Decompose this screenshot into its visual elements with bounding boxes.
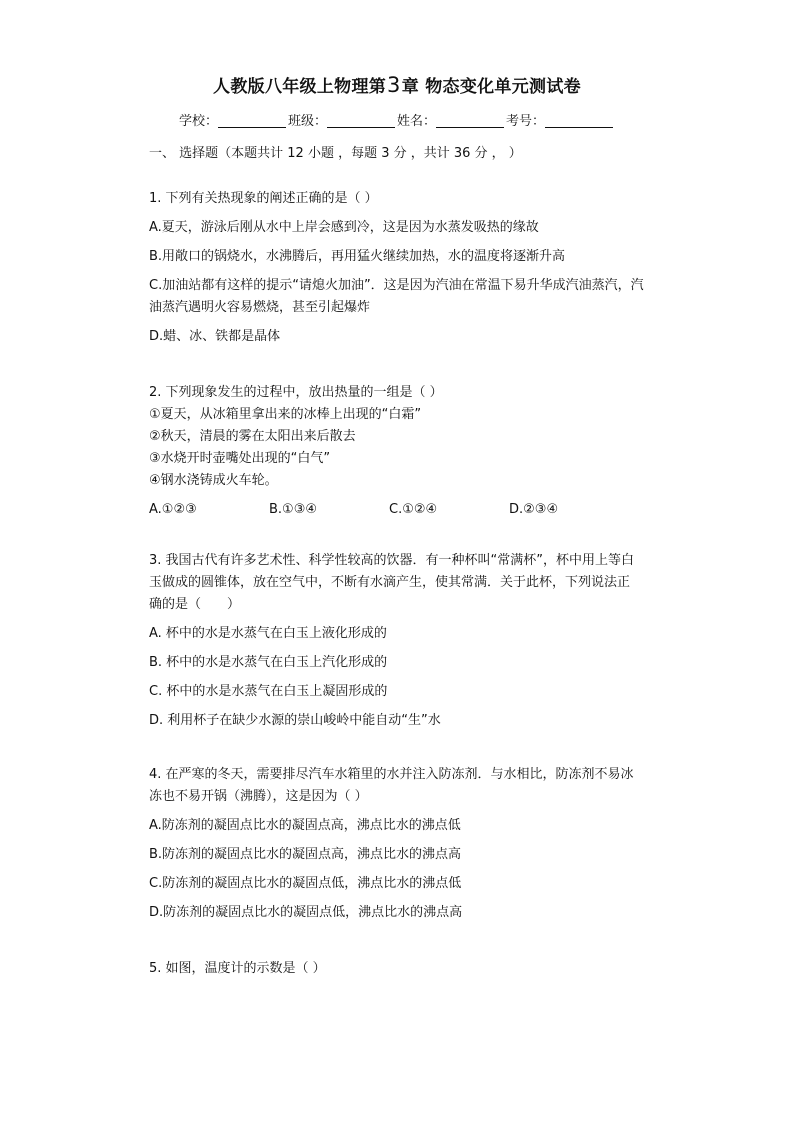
question-2-stem: 2. 下列现象发生的过程中，放出热量的一组是（ ） <box>149 385 443 400</box>
title-suffix: 章 物态变化单元测试卷 <box>401 77 581 97</box>
question-1-stem: 1. 下列有关热现象的阐述正确的是（ ） <box>149 191 378 206</box>
question-3-option-a: A. 杯中的水是水蒸气在白玉上液化形成的 <box>149 626 387 641</box>
question-2-options <box>149 499 689 521</box>
question-3-option-c: C. 杯中的水是水蒸气在白玉上凝固形成的 <box>149 684 388 699</box>
question-2-item-2: ②秋天，清晨的雾在太阳出来后散去 <box>149 429 356 444</box>
title-prefix: 人教版八年级上物理第 <box>213 77 387 97</box>
page-title <box>0 72 794 97</box>
question-1-option-c-line1: C.加油站都有这样的提示“请熄火加油”．这是因为汽油在常温下易升华成汽油蒸汽，汽 <box>149 278 644 293</box>
name-blank[interactable] <box>436 113 504 128</box>
question-4 <box>149 764 689 924</box>
question-1-option-a: A.夏天，游泳后刚从水中上岸会感到冷，这是因为水蒸发吸热的缘故 <box>149 220 539 235</box>
school-label: 学校： <box>178 114 218 129</box>
question-1-option-b: B.用敞口的锅烧水，水沸腾后，再用猛火继续加热，水的温度将逐渐升高 <box>149 249 566 264</box>
question-3 <box>149 550 689 732</box>
school-blank[interactable] <box>218 113 286 128</box>
question-2 <box>149 382 689 521</box>
class-label: 班级： <box>287 114 327 129</box>
question-3-option-d: D. 利用杯子在缺少水源的崇山峻岭中能自动“生”水 <box>149 713 441 728</box>
question-4-stem-line1: 4. 在严寒的冬天，需要排尽汽车水箱里的水并注入防冻剂．与水相比，防冻剂不易冰 <box>149 767 634 782</box>
question-4-option-c: C.防冻剂的凝固点比水的凝固点低，沸点比水的沸点低 <box>149 876 462 891</box>
question-3-stem-line3: 确的是（ ） <box>149 597 241 612</box>
question-3-option-b: B. 杯中的水是水蒸气在白玉上汽化形成的 <box>149 655 388 670</box>
question-5-stem: 5. 如图，温度计的示数是（ ） <box>149 961 326 976</box>
question-2-option-b: B.①③④ <box>269 502 318 517</box>
question-4-stem-line2: 冻也不易开锅（沸腾），这是因为（ ） <box>149 789 368 804</box>
question-2-option-d: D.②③④ <box>509 502 559 517</box>
class-blank[interactable] <box>327 113 395 128</box>
question-1-option-c-line2: 油蒸汽遇明火容易燃烧，甚至引起爆炸 <box>149 300 371 315</box>
question-4-option-a: A.防冻剂的凝固点比水的凝固点高，沸点比水的沸点低 <box>149 818 461 833</box>
question-4-option-d: D.防冻剂的凝固点比水的凝固点低，沸点比水的沸点高 <box>149 905 463 920</box>
question-3-stem-line2: 玉做成的圆锥体，放在空气中，不断有水滴产生，使其常满．关于此杯，下列说法正 <box>149 575 631 590</box>
number-blank[interactable] <box>545 113 613 128</box>
question-4-option-b: B.防冻剂的凝固点比水的凝固点高，沸点比水的沸点高 <box>149 847 462 862</box>
question-2-item-4: ④钢水浇铸成火车轮。 <box>149 473 278 488</box>
title-chapter-number: 3 <box>387 73 401 97</box>
question-2-option-c: C.①②④ <box>389 502 438 517</box>
question-1-option-d: D.蜡、冰、铁都是晶体 <box>149 329 281 344</box>
question-2-item-1: ①夏天，从冰箱里拿出来的冰棒上出现的“白霜” <box>149 407 422 422</box>
question-3-stem-line1: 3. 我国古代有许多艺术性、科学性较高的饮器．有一种杯叫“常满杯”，杯中用上等白 <box>149 553 635 568</box>
name-label: 姓名： <box>397 114 437 129</box>
question-1 <box>149 188 689 348</box>
student-info-line <box>0 110 794 129</box>
question-2-item-3: ③水烧开时壶嘴处出现的“白气” <box>149 451 331 466</box>
section-heading: 一、 选择题（本题共计 12 小题 ，每题 3 分 ，共计 36 分 ， ） <box>149 146 522 161</box>
question-2-option-a: A.①②③ <box>149 502 197 517</box>
number-label: 考号： <box>506 114 546 129</box>
question-5 <box>149 958 689 980</box>
